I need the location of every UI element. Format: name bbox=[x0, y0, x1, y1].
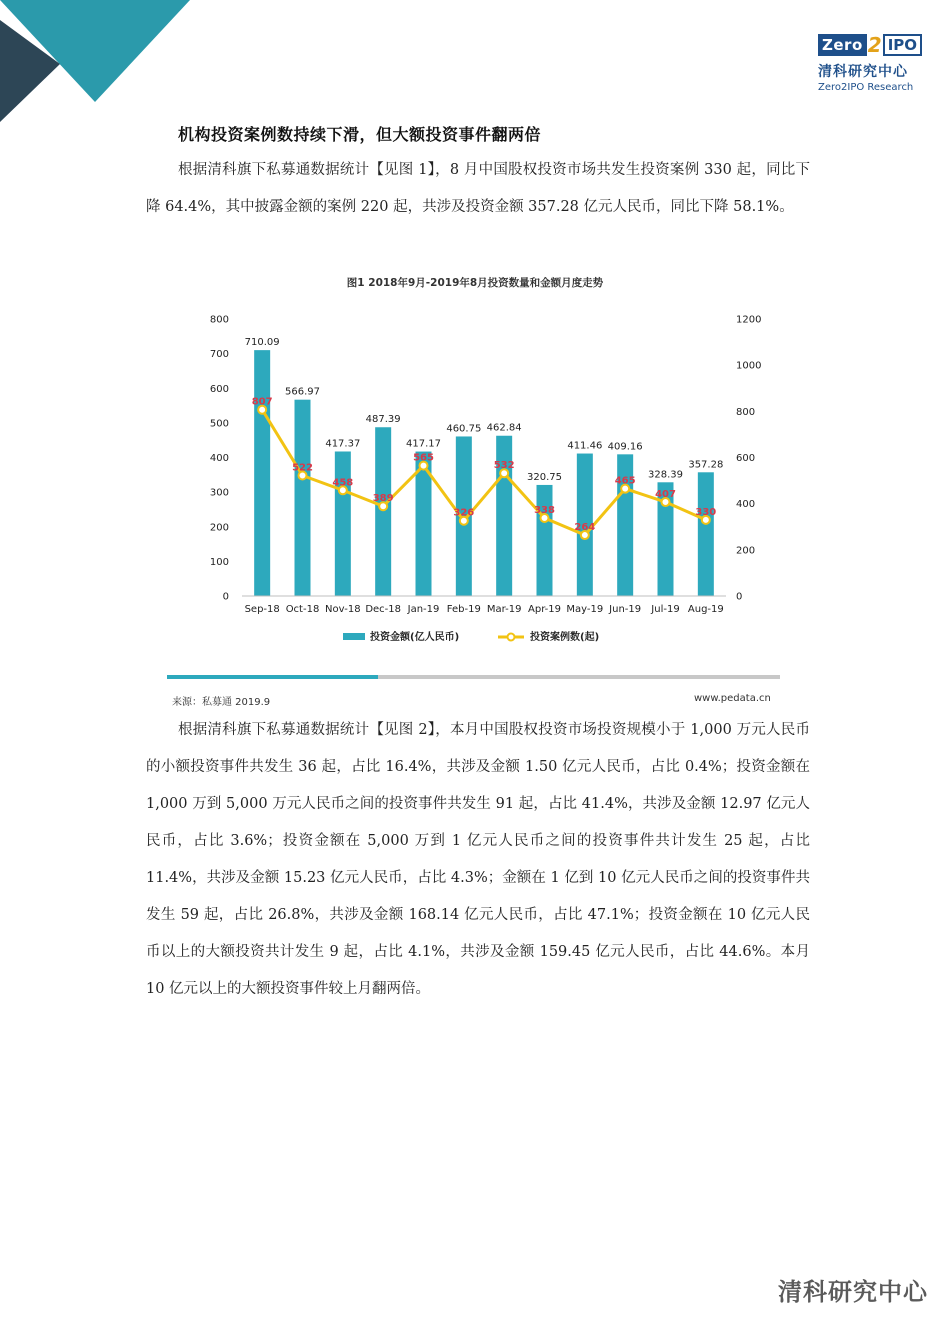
bar-value-label: 462.84 bbox=[486, 422, 522, 434]
x-tick-label: Jun-19 bbox=[609, 604, 642, 615]
bar-value-label: 710.09 bbox=[244, 337, 280, 349]
legend-label-amount: 投资金额(亿人民币) bbox=[370, 632, 460, 643]
legend-swatch-amount bbox=[343, 633, 365, 640]
x-tick-label: May-19 bbox=[566, 604, 604, 615]
line-value-label: 326 bbox=[453, 507, 475, 519]
line-value-label: 458 bbox=[332, 477, 354, 489]
bar-amount bbox=[537, 485, 553, 596]
y-right-tick-label: 0 bbox=[736, 591, 743, 603]
line-value-label: 407 bbox=[655, 489, 676, 501]
y-left-tick-label: 0 bbox=[222, 591, 229, 603]
x-tick-label: Nov-18 bbox=[325, 604, 361, 615]
line-value-label: 807 bbox=[251, 396, 273, 408]
line-value-label: 522 bbox=[292, 462, 313, 474]
bar-value-label: 460.75 bbox=[446, 423, 482, 435]
bar-value-label: 411.46 bbox=[567, 440, 603, 452]
x-tick-label: Oct-18 bbox=[285, 604, 320, 615]
logo-english-name: Zero2IPO Research bbox=[818, 82, 914, 93]
source-note: 来源：私募通 2019.9 bbox=[172, 697, 271, 708]
legend-swatch-count-marker bbox=[508, 634, 515, 641]
x-tick-label: Feb-19 bbox=[446, 604, 481, 615]
paragraph-detail: 根据清科旗下私募通数据统计【见图 2】，本月中国股权投资市场投资规模小于 1,000 万元人民币的小额投资事件共发生 36 起，占比 16.4%，共涉及金额 1.50 亿元人民币，占比 0.4%；投资金额在 1,000 万到 5,000 万元人民币之间的投资事件共发生 91 起，占比 41.4%，共涉及金额 12.97 亿元人民币，占比 3.6%；投资金额在 5,000 万到 1 亿元人民币之间的投资事件共计发生 25 起，占比 11.4%，共涉及金额 15.23 亿元人民币，占比 4.3%；金额在 1 亿到 10 亿元人民币之间的投资事件共发生 59 起，占比 26.8%，共涉及金额 168.14 亿元人民币，占比 47.1%；投资金额在 10 亿元人民币以上的大额投资共计发生 9 起，占比 4.1%，共涉及金额 159.45 亿元人民币，占比 44.6%。本月 10 亿元以上的大额投资事件较上月翻两倍。 bbox=[146, 722, 810, 997]
investment-trend-chart bbox=[150, 300, 790, 685]
paragraph-summary: 根据清科旗下私募通数据统计【见图 1】，8 月中国股权投资市场共发生投资案例 330 起，同比下降 64.4%，其中披露金额的案例 220 起，共涉及投资金额 357.28 亿元人民币，同比下降 58.1%。 bbox=[146, 162, 810, 215]
y-right-tick-label: 1200 bbox=[736, 314, 762, 326]
logo-zero-text: Zero bbox=[818, 34, 867, 56]
y-left-tick-label: 100 bbox=[209, 556, 229, 568]
x-tick-label: Mar-19 bbox=[486, 604, 522, 615]
bar-amount bbox=[698, 472, 714, 596]
y-left-tick-label: 600 bbox=[209, 383, 229, 395]
chart-title: 图1 2018年9月-2019年8月投资数量和金额月度走势 bbox=[346, 277, 604, 289]
y-right-tick-label: 400 bbox=[736, 499, 756, 511]
line-value-label: 264 bbox=[574, 522, 596, 534]
y-right-tick-label: 1000 bbox=[736, 360, 762, 372]
line-case-count bbox=[262, 410, 706, 535]
line-value-label: 330 bbox=[695, 506, 717, 518]
zero2ipo-logo bbox=[818, 34, 928, 93]
line-value-label: 465 bbox=[614, 475, 636, 487]
divider-accent bbox=[167, 675, 378, 679]
bar-amount bbox=[335, 451, 351, 596]
y-left-tick-label: 300 bbox=[209, 487, 229, 499]
line-value-label: 565 bbox=[413, 452, 434, 464]
logo-two-mark: 2 bbox=[867, 33, 882, 57]
divider-rule bbox=[378, 675, 780, 679]
y-left-tick-label: 500 bbox=[209, 418, 229, 430]
y-left-tick-label: 700 bbox=[209, 349, 229, 361]
bar-amount bbox=[295, 400, 311, 596]
y-right-tick-label: 800 bbox=[736, 406, 756, 418]
line-value-label: 389 bbox=[372, 493, 394, 505]
logo-chinese-name: 清科研究中心 bbox=[818, 64, 908, 80]
y-left-tick-label: 200 bbox=[209, 522, 229, 534]
bar-value-label: 357.28 bbox=[688, 459, 724, 471]
bar-value-label: 409.16 bbox=[607, 441, 643, 453]
line-value-label: 338 bbox=[534, 504, 555, 516]
x-tick-label: Jan-19 bbox=[407, 604, 440, 615]
section-heading: 机构投资案例数持续下滑，但大额投资事件翻两倍 bbox=[178, 125, 542, 144]
line-value-label: 532 bbox=[493, 460, 515, 472]
x-tick-label: Apr-19 bbox=[528, 604, 561, 615]
bar-value-label: 417.37 bbox=[325, 438, 361, 450]
bar-value-label: 328.39 bbox=[648, 469, 683, 481]
y-right-tick-label: 600 bbox=[736, 453, 756, 464]
bar-value-label: 566.97 bbox=[285, 386, 320, 398]
footer-brand-logo: 清科研究中心 bbox=[778, 1278, 928, 1306]
y-left-tick-label: 800 bbox=[209, 314, 229, 326]
y-left-tick-label: 400 bbox=[209, 453, 229, 464]
bar-value-label: 487.39 bbox=[365, 414, 401, 426]
bar-value-label: 320.75 bbox=[527, 471, 562, 483]
y-right-tick-label: 200 bbox=[736, 545, 756, 557]
x-tick-label: Dec-18 bbox=[365, 604, 402, 615]
corner-decoration bbox=[0, 0, 200, 125]
source-website: www.pedata.cn bbox=[694, 693, 771, 704]
legend-label-count: 投资案例数(起) bbox=[530, 632, 600, 643]
bar-amount bbox=[254, 350, 270, 596]
bar-amount bbox=[375, 427, 391, 596]
x-tick-label: Sep-18 bbox=[244, 604, 280, 615]
bar-value-label: 417.17 bbox=[406, 438, 441, 450]
x-tick-label: Jul-19 bbox=[651, 604, 680, 615]
x-tick-label: Aug-19 bbox=[687, 604, 724, 615]
logo-ipo-text: IPO bbox=[883, 34, 922, 56]
